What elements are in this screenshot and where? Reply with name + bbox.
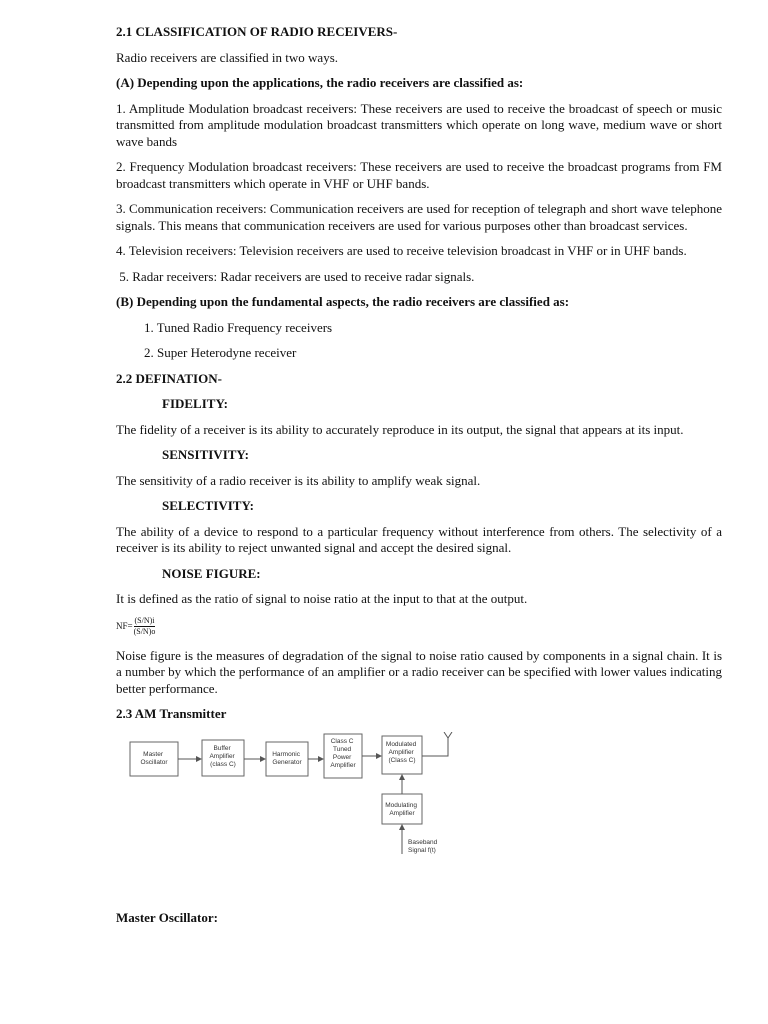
b5-line: Modulated [385, 740, 417, 748]
section-2-1-intro: Radio receivers are classified in two ways. [116, 49, 339, 65]
fidelity-title: FIDELITY: [162, 396, 228, 411]
formula-lhs: NF= [116, 621, 133, 631]
selectivity-title: SELECTIVITY: [162, 498, 255, 513]
section-2-2-title: 2.2 DEFINATION- [116, 370, 222, 386]
part-a-item: 3. Communication receivers: Communication receivers are used for reception of telegraph and short wave telephone signals. This means that communication receivers are used for various purposes other than broadcast services. [116, 201, 722, 233]
b2-line: Amplifier [209, 752, 235, 760]
svg-text:Class C Tuned [330, 738, 356, 769]
b1-line: Master [143, 750, 164, 758]
noise-figure-text-2: Noise figure is the measures of degradation of the signal to noise ratio caused by components in a signal chain. It is a number by which the performance of an amplifier or a radio receiver can be specified with lower values indicating better performance. [116, 647, 722, 696]
part-b-item: 1. Tuned Radio Frequency receivers [144, 319, 333, 335]
section-2-3-title: 2.3 AM Transmitter [116, 706, 227, 721]
noise-figure-text: It is defined as the ratio of signal to noise ratio at the input to that at the output. [116, 591, 528, 606]
svg-text:Modulated Amplifier [386, 741, 418, 764]
b6-line: Amplifier [389, 809, 415, 817]
noise-figure-title: NOISE FIGURE: [162, 565, 261, 581]
antenna-line [422, 738, 448, 756]
b4-line: Amplifier [330, 761, 356, 769]
modulating-amplifier-block [382, 794, 422, 824]
svg-text:Master Oscillator [140, 751, 168, 766]
b2-line: Buffer [213, 744, 231, 752]
b3-line: Harmonic [272, 750, 300, 758]
part-a-item: 5. Radar receivers: Radar receivers are used to receive radar signals. [116, 268, 475, 284]
b5-line: (Class C) [388, 756, 416, 764]
formula-fraction [134, 617, 156, 636]
noise-figure-formula [116, 617, 722, 636]
b4-line: Tuned [332, 745, 352, 753]
fidelity-text: The fidelity of a receiver is its ability to accurately reproduce in its output, the signal that appears at its input. [116, 421, 684, 437]
document-page [116, 24, 722, 935]
antenna-icon [444, 732, 452, 738]
svg-text:Modulating Amplifier [385, 802, 419, 817]
part-a-item: 1. Amplitude Modulation broadcast receivers: These receivers are used to receive the broadcast of speech or music transmitted from amplitude modulation broadcast transmitters which operate on long wave, medium wave or short wave bands [116, 100, 722, 149]
block-diagram-svg [126, 732, 466, 872]
part-b-item: 2. Super Heterodyne receiver [144, 345, 297, 360]
b7-line: Signal f(t) [408, 846, 436, 854]
b4-line: Class C [330, 737, 354, 745]
formula-denominator: (S/N)o [133, 626, 156, 636]
am-transmitter-block-diagram [126, 732, 466, 872]
svg-text:Buffer Amplifier [209, 745, 236, 768]
b1-line: Oscillator [140, 758, 168, 766]
part-b-title: (B) Depending upon the fundamental aspects, the radio receivers are classified as: [116, 294, 570, 309]
b6-line: Modulating [385, 801, 417, 809]
b7-line: Baseband [408, 838, 438, 846]
part-a-item: 4. Television receivers: Television receivers are used to receive television broadcast in VHF or in UHF bands. [116, 243, 687, 258]
master-oscillator-title: Master Oscillator: [116, 909, 218, 925]
b2-line: (class C) [210, 760, 236, 768]
section-2-1-title: 2.1 CLASSIFICATION OF RADIO RECEIVERS- [116, 24, 398, 39]
part-a-item: 2. Frequency Modulation broadcast receivers: These receivers are used to receive the broadcast programs from FM broadcast transmitters which operate in VHF or UHF bands. [116, 159, 722, 191]
b4-line: Power [332, 753, 352, 761]
svg-text:Baseband Signal f(t) [408, 839, 439, 854]
b3-line: Generator [272, 758, 302, 766]
svg-text:Harmonic Generator [272, 751, 302, 766]
part-a-title: (A) Depending upon the applications, the radio receivers are classified as: [116, 75, 524, 90]
sensitivity-title: SENSITIVITY: [162, 447, 249, 462]
selectivity-text: The ability of a device to respond to a particular frequency without interference from others. The selectivity of a receiver is its ability to reject unwanted signal and accept the desired signal. [116, 523, 722, 555]
b5-line: Amplifier [388, 748, 414, 756]
sensitivity-text: The sensitivity of a radio receiver is its ability to amplify weak signal. [116, 472, 481, 488]
formula-numerator: (S/N)i [134, 615, 155, 625]
